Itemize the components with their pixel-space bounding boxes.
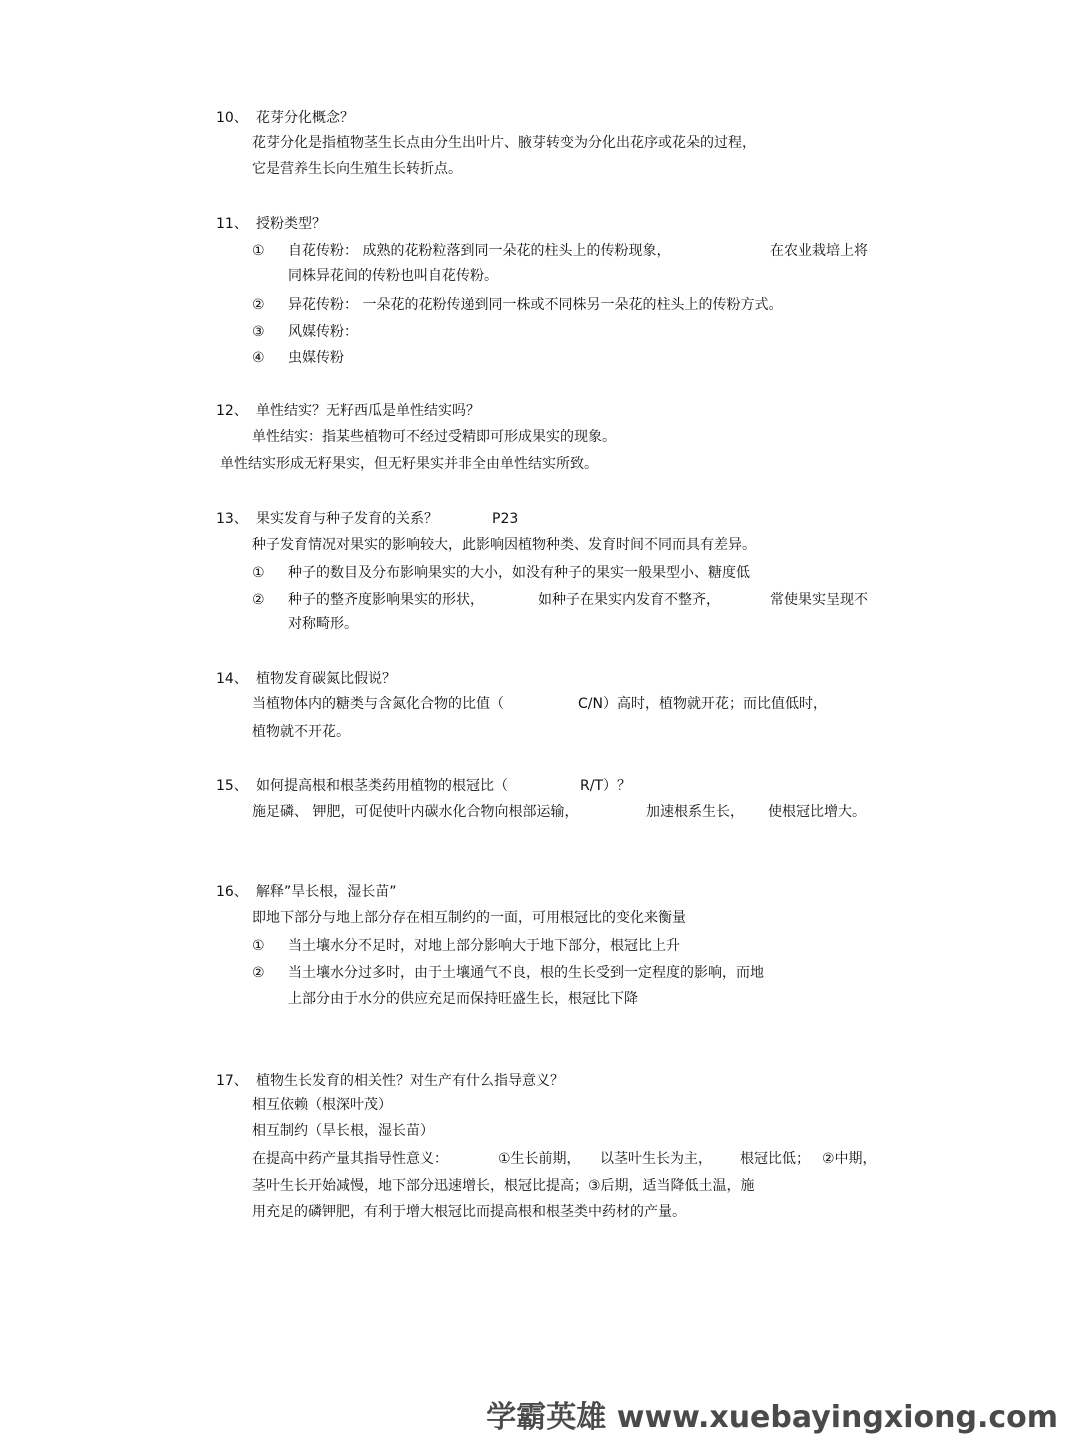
q16-line-1: 即地下部分与地上部分存在相互制约的一面，可用根冠比的变化来衡量 bbox=[252, 910, 686, 926]
q15-line-b: 加速根系生长， bbox=[646, 804, 744, 820]
q10-title: 花芽分化概念？ bbox=[256, 110, 354, 126]
q14-line-1b: C/N）高时，植物就开花；而比值低时， bbox=[578, 696, 827, 712]
q10-number: 10、 bbox=[216, 110, 248, 126]
q12-number: 12、 bbox=[216, 403, 248, 419]
q16-item-2-marker: ② bbox=[252, 965, 265, 981]
q13-title: 果实发育与种子发育的关系？ bbox=[256, 511, 438, 527]
q11-item-2-marker: ② bbox=[252, 297, 265, 313]
q13-item-1-text: 种子的数目及分布影响果实的大小，如没有种子的果实一般果型小、糖度低 bbox=[288, 565, 750, 581]
q11-item-3-text: 风媒传粉： bbox=[288, 324, 358, 340]
q17-line-5: 用充足的磷钾肥，有利于增大根冠比而提高根和根茎类中药材的产量。 bbox=[252, 1204, 686, 1220]
q14-line-1a: 当植物体内的糖类与含氮化合物的比值（ bbox=[252, 696, 504, 712]
q13-item-2-text-b: 如种子在果实内发育不整齐， bbox=[538, 592, 720, 608]
q11-item-1-text: 自花传粉： 成熟的花粉粒落到同一朵花的柱头上的传粉现象， bbox=[288, 243, 671, 259]
q10-line-2: 它是营养生长向生殖生长转折点。 bbox=[252, 161, 462, 177]
q16-item-2-text: 当土壤水分过多时，由于土壤通气不良，根的生长受到一定程度的影响，而地 bbox=[288, 965, 764, 981]
q14-title: 植物发育碳氮比假说？ bbox=[256, 671, 396, 687]
q16-item-1-marker: ① bbox=[252, 938, 265, 954]
q15-line-c: 使根冠比增大。 bbox=[768, 804, 866, 820]
q16-item-2-cont: 上部分由于水分的供应充足而保持旺盛生长，根冠比下降 bbox=[288, 991, 638, 1007]
q11-item-3-marker: ③ bbox=[252, 324, 265, 340]
q15-title-a: 如何提高根和根茎类药用植物的根冠比（ bbox=[256, 778, 508, 794]
q11-title: 授粉类型？ bbox=[256, 216, 326, 232]
q11-item-1-marker: ① bbox=[252, 243, 265, 259]
q17-line-1: 相互依赖（根深叶茂） bbox=[252, 1097, 392, 1113]
q17-line-2: 相互制约（旱长根，湿长苗） bbox=[252, 1123, 434, 1139]
q16-number: 16、 bbox=[216, 884, 248, 900]
q13-item-2-marker: ② bbox=[252, 592, 265, 608]
q17-line-3d: 根冠比低； bbox=[740, 1151, 810, 1167]
q11-item-1-text-b: 在农业栽培上将 bbox=[770, 243, 868, 259]
q11-item-4-marker: ④ bbox=[252, 350, 265, 366]
q13-line-1: 种子发育情况对果实的影响较大，此影响因植物种类、发育时间不同而具有差异。 bbox=[252, 537, 756, 553]
q13-item-2-text-c: 常使果实呈现不 bbox=[770, 592, 868, 608]
q11-item-2-text: 异花传粉： 一朵花的花粉传递到同一株或不同株另一朵花的柱头上的传粉方式。 bbox=[288, 297, 783, 313]
q17-number: 17、 bbox=[216, 1073, 248, 1089]
q12-line-2: 单性结实形成无籽果实，但无籽果实并非全由单性结实所致。 bbox=[220, 456, 598, 472]
q15-line-a: 施足磷、 钾肥，可促使叶内碳水化合物向根部运输， bbox=[252, 804, 579, 820]
q12-line-1: 单性结实：指某些植物可不经过受精即可形成果实的现象。 bbox=[252, 429, 616, 445]
q17-line-3a: 在提高中药产量其指导性意义： bbox=[252, 1151, 448, 1167]
q16-item-1-text: 当土壤水分不足时，对地上部分影响大于地下部分，根冠比上升 bbox=[288, 938, 680, 954]
q17-line-3b: ①生长前期， bbox=[498, 1151, 581, 1167]
q16-title: 解释”旱长根，湿长苗” bbox=[256, 884, 397, 900]
q14-line-2: 植物就不开花。 bbox=[252, 724, 350, 740]
q13-number: 13、 bbox=[216, 511, 248, 527]
q11-item-1-cont: 同株异花间的传粉也叫自花传粉。 bbox=[288, 268, 498, 284]
q13-page-ref: P23 bbox=[492, 511, 519, 527]
watermark: 学霸英雄 www.xuebayingxiong.com bbox=[486, 1400, 1058, 1435]
q12-title: 单性结实？无籽西瓜是单性结实吗？ bbox=[256, 403, 480, 419]
q15-number: 15、 bbox=[216, 778, 248, 794]
q14-number: 14、 bbox=[216, 671, 248, 687]
q13-item-2-cont: 对称畸形。 bbox=[288, 616, 358, 632]
q11-number: 11、 bbox=[216, 216, 248, 232]
q17-title: 植物生长发育的相关性？对生产有什么指导意义？ bbox=[256, 1073, 564, 1089]
q17-line-3e: ②中期， bbox=[822, 1151, 877, 1167]
q13-item-2-text: 种子的整齐度影响果实的形状， bbox=[288, 592, 484, 608]
q11-item-4-text: 虫媒传粉 bbox=[288, 350, 344, 366]
q13-item-1-marker: ① bbox=[252, 565, 265, 581]
q17-line-3c: 以茎叶生长为主， bbox=[600, 1151, 712, 1167]
q15-title-b: R/T）？ bbox=[580, 778, 631, 794]
q17-line-4: 茎叶生长开始减慢，地下部分迅速增长，根冠比提高；③后期，适当降低土温，施 bbox=[252, 1178, 755, 1194]
q10-line-1: 花芽分化是指植物茎生长点由分生出叶片、腋芽转变为分化出花序或花朵的过程， bbox=[252, 135, 756, 151]
